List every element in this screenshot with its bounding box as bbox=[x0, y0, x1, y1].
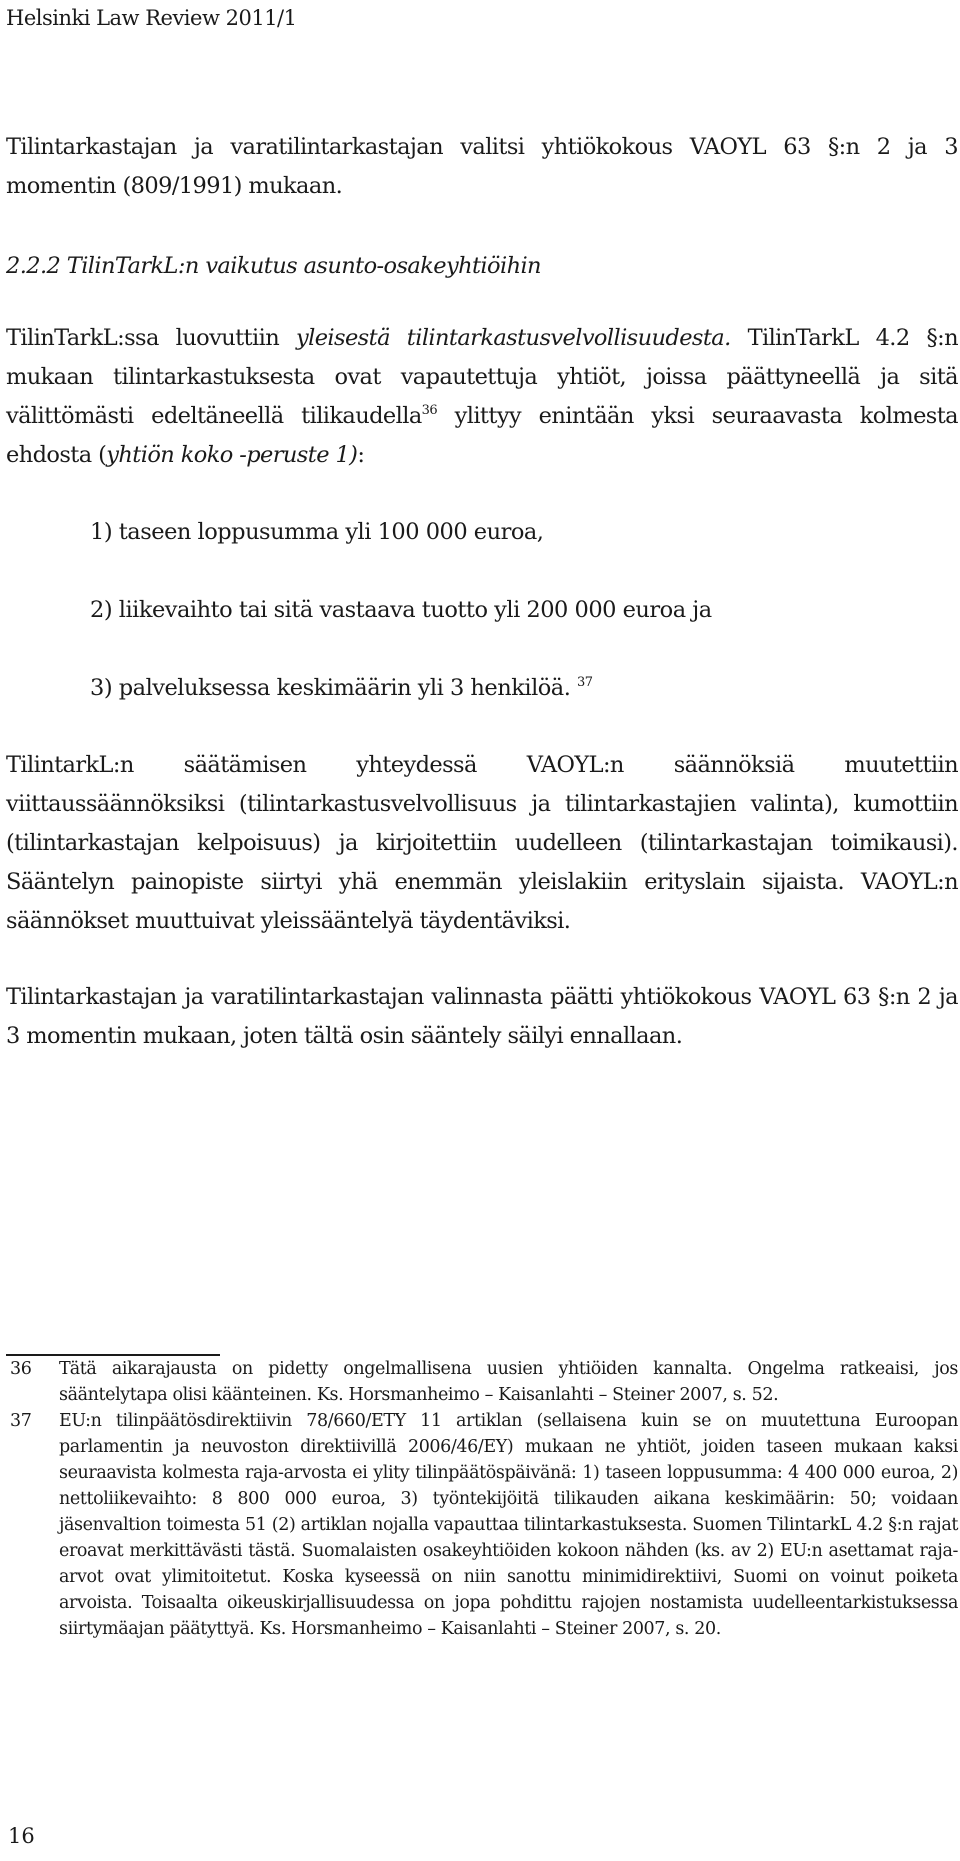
paragraph-2-text-1: TilinTarkL:ssa luovuttiin bbox=[6, 325, 296, 351]
list-item: 1) taseen loppusumma yli 100 000 euroa, bbox=[90, 519, 544, 545]
footnotes bbox=[6, 1356, 958, 1642]
footnote-37 bbox=[6, 1408, 958, 1642]
paragraph-2-italic-1: yleisestä tilintarkastusvelvollisuudesta. bbox=[296, 325, 731, 351]
list-item bbox=[90, 669, 958, 708]
paragraph-2-text-2: TilinTarkL 4.2 §:n mukaan tilintarkastuksesta ovat vapautettuja yhtiöt, joissa päättyneellä ja sitä välittömästi edeltäneellä tilikaudella bbox=[6, 325, 958, 429]
footnote-text: Tätä aikarajausta on pidetty ongelmallisena uusien yhtiöiden kannalta. Ongelma ratkeaisi, jos sääntelytapa olisi käänteinen. Ks. Horsmanheimo – Kaisanlahti – Steiner 2007, s. 52. bbox=[59, 1359, 958, 1405]
paragraph-2-text-3: ylittyy enintään yksi seuraavasta kolmesta ehdosta ( bbox=[6, 403, 958, 468]
footnote-ref-37: 37 bbox=[577, 675, 593, 690]
section-heading: 2.2.2 TilinTarkL:n vaikutus asunto-osakeyhtiöihin bbox=[6, 253, 541, 279]
paragraph-2-italic-2: yhtiön koko -peruste 1) bbox=[106, 442, 358, 468]
paragraph-2 bbox=[6, 319, 958, 475]
paragraph-3: TilintarkL:n säätämisen yhteydessä VAOYL:n säännöksiä muutettiin viittaussäännöksiksi (tilintarkastusvelvollisuus ja tilintarkastajien valinta), kumottiin (tilintarkastajan kelpoisuus) ja kirjoitettiin uudelleen (tilintarkastajan toimikausi). Sääntelyn painopiste siirtyi yhä enemmän yleislakiin erityslain sijaista. VAOYL:n säännökset muuttuivat yleissääntelyä täydentäviksi. bbox=[6, 752, 958, 934]
paragraph-1: Tilintarkastajan ja varatilintarkastajan valitsi yhtiökokous VAOYL 63 §:n 2 ja 3 momentin (809/1991) mukaan. bbox=[6, 134, 958, 199]
paragraph-4: Tilintarkastajan ja varatilintarkastajan valinnasta päätti yhtiökokous VAOYL 63 §:n 2 ja 3 momentin mukaan, joten tältä osin sääntely säilyi ennallaan. bbox=[6, 984, 958, 1049]
running-header: Helsinki Law Review 2011/1 bbox=[6, 6, 297, 30]
list-item-3-text: 3) palveluksessa keskimäärin yli 3 henkilöä. bbox=[90, 675, 571, 701]
paragraph-2-text-4: : bbox=[357, 442, 365, 468]
footnote-text: EU:n tilinpäätösdirektiivin 78/660/ETY 11 artiklan (sellaisena kuin se on muutettuna Euroopan parlamentin ja neuvoston direktiivillä 2006/46/EY) mukaan ne yhtiöt, joiden taseen mukaan kaksi seuraavista kolmesta raja-arvosta ei ylity tilinpäätöspäivänä: 1) taseen loppusumma: 4 400 000 euroa, 2) nettoliikevaihto: 8 800 000 euroa, 3) työntekijöitä tilikauden aikana keskimäärin: 50; voidaan jäsenvaltion toimesta 51 (2) artiklan nojalla vapauttaa tilintarkastuksesta. Suomen TilintarkL 4.2 §:n rajat eroavat merkittävästi tästä. Suomalaisten osakeyhtiöiden kokoon nähden (ks. av 2) EU:n asettamat raja-arvot ovat ylimitoitetut. Koska kyseessä on niin sanottu minimidirektiivi, Suomi on voinut poiketa arvoista. Toisaalta oikeuskirjallisuudessa on jopa pohdittu rajojen nostamista uudelleentarkistuksessa siirtymäajan päätyttyä. Ks. Horsmanheimo – Kaisanlahti – Steiner 2007, s. 20. bbox=[59, 1411, 958, 1639]
footnote-number: 36 bbox=[10, 1359, 32, 1379]
footnote-ref-36: 36 bbox=[421, 403, 437, 418]
page-number: 16 bbox=[8, 1824, 35, 1848]
main-text bbox=[6, 128, 958, 1056]
footnote-number: 37 bbox=[10, 1411, 32, 1431]
list-item: 2) liikevaihto tai sitä vastaava tuotto yli 200 000 euroa ja bbox=[90, 597, 712, 623]
footnote-36 bbox=[6, 1356, 958, 1408]
